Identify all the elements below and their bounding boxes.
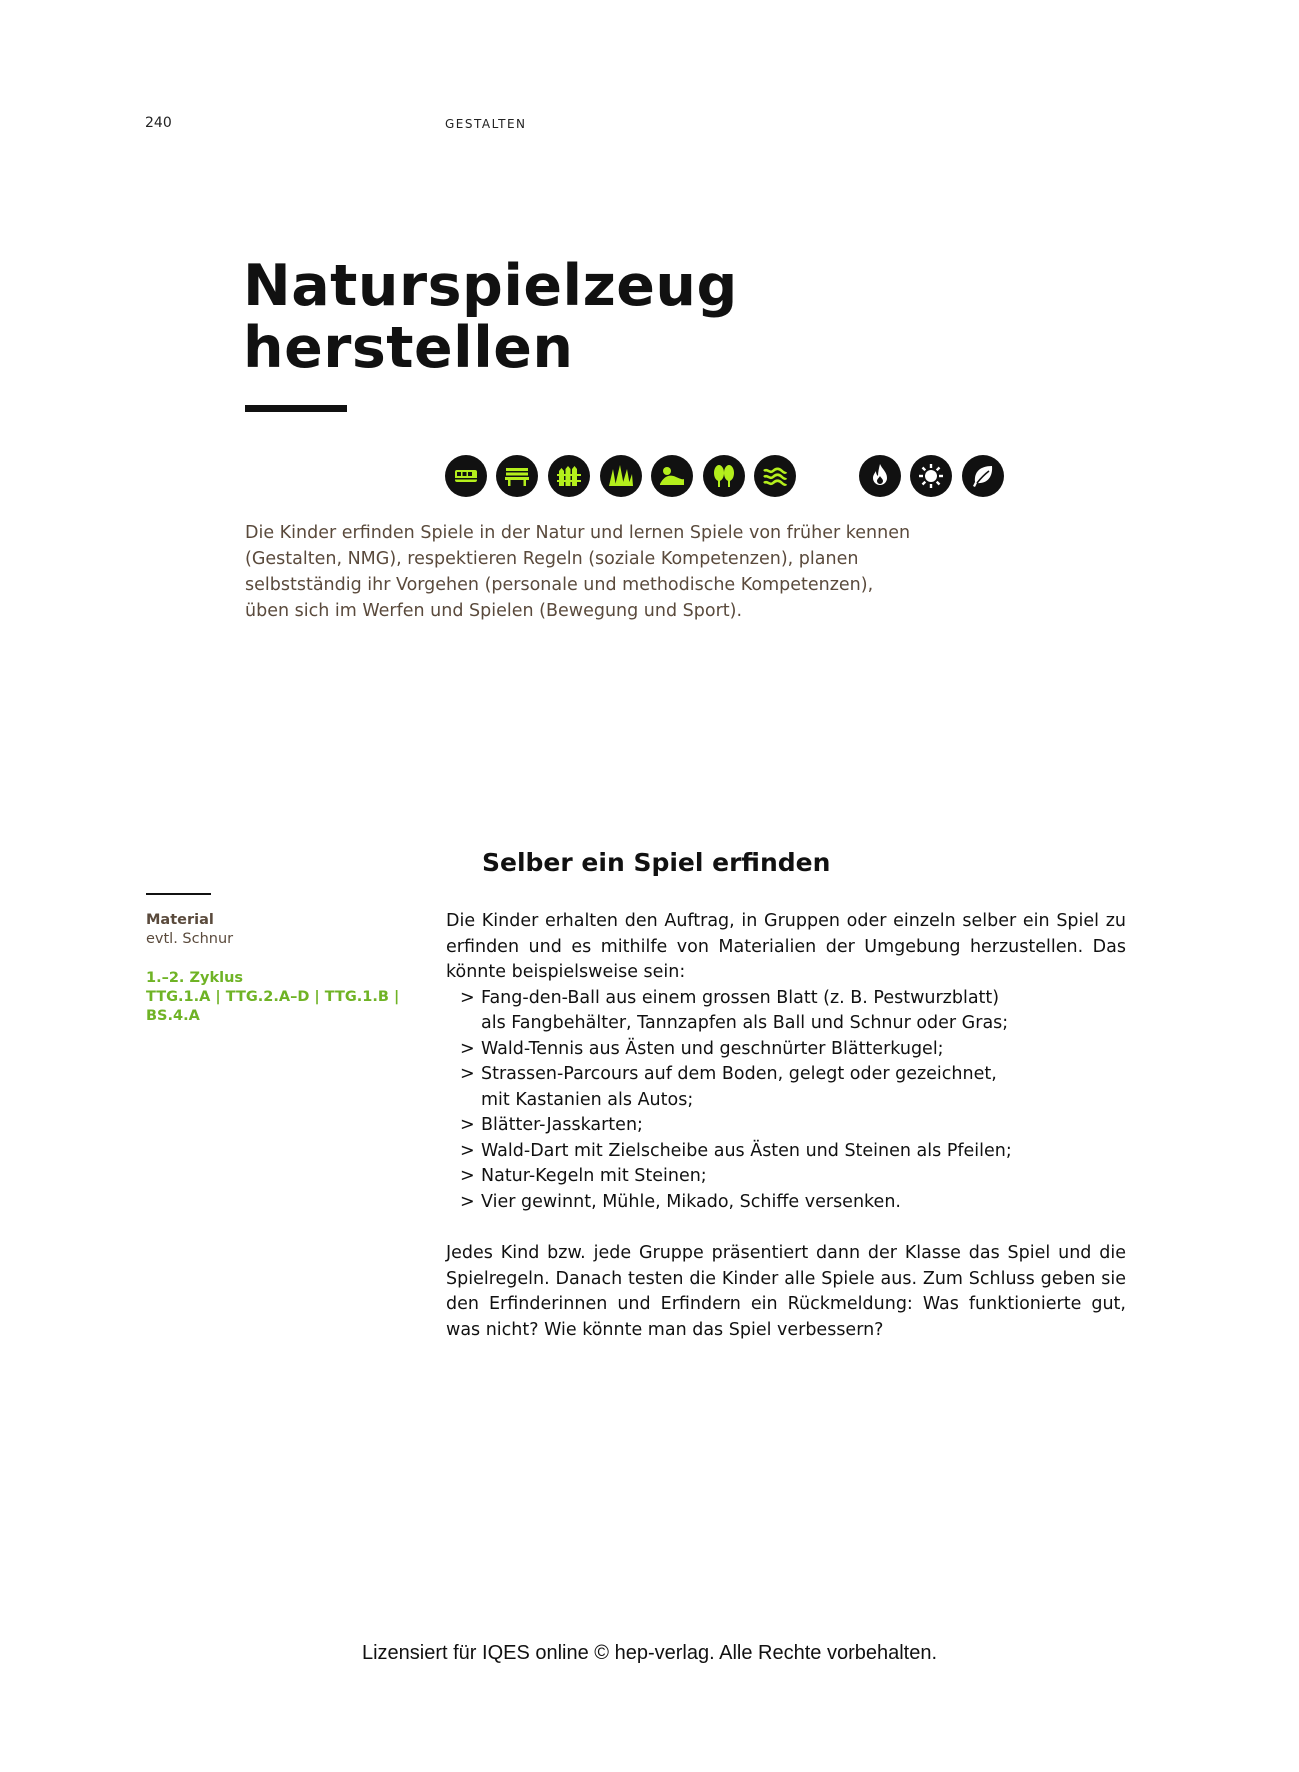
- license-footer: Lizensiert für IQES online © hep-verlag. Alle Rechte vorbehalten.: [361, 1642, 938, 1664]
- cycle-label: 1.–2. Zyklus: [146, 970, 244, 986]
- page-number: 240: [145, 115, 172, 131]
- list-item: > Wald-Tennis aus Ästen und geschnürter Blätterkugel;: [446, 1037, 1126, 1063]
- game-ideas-list: [446, 986, 1126, 1216]
- title-underline: [245, 405, 347, 412]
- bullet-marker: >: [460, 1115, 475, 1135]
- material-value: evtl. Schnur: [146, 931, 234, 947]
- running-head: GESTALTEN: [445, 117, 527, 131]
- leaf-icon: [962, 455, 1004, 497]
- bullet-marker: >: [460, 1166, 475, 1186]
- section-body: [446, 909, 1126, 1343]
- sidebar-rule: [146, 893, 211, 895]
- list-item: > Wald-Dart mit Zielscheibe aus Ästen und Steinen als Pfeilen;: [446, 1139, 1126, 1165]
- list-item: > Natur-Kegeln mit Steinen;: [446, 1164, 1126, 1190]
- intro-text: [245, 520, 985, 624]
- sidebar: [146, 911, 426, 1026]
- water-icon: [754, 455, 796, 497]
- curriculum-codes-line-1: TTG.1.A | TTG.2.A–D | TTG.1.B |: [146, 989, 400, 1005]
- list-item: > Blätter-Jasskarten;: [446, 1113, 1126, 1139]
- curriculum-codes-line-2: BS.4.A: [146, 1008, 200, 1024]
- title-line-1: Naturspielzeug: [243, 253, 738, 319]
- bullet-marker: >: [460, 987, 475, 1008]
- fence-icon: [548, 455, 590, 497]
- intro-line-3: selbstständig ihr Vorgehen (personale und methodische Kompetenzen),: [245, 575, 874, 595]
- bullet-marker: >: [460, 1064, 475, 1084]
- bullet-marker: >: [460, 1140, 475, 1161]
- trees-icon: [703, 455, 745, 497]
- hill-icon: [651, 455, 693, 497]
- bullet-marker: >: [460, 1191, 475, 1212]
- bench-icon: [496, 455, 538, 497]
- list-item: > Fang-den-Ball aus einem grossen Blatt (z. B. Pestwurzblatt) als Fangbehälter, Tannzapfen als Ball und Schnur oder Gras;: [460, 987, 1009, 1033]
- material-label: Material: [146, 912, 214, 928]
- sun-icon: [910, 455, 952, 497]
- intro-line-2: (Gestalten, NMG), respektieren Regeln (soziale Kompetenzen), planen: [245, 549, 859, 569]
- list-item: > Strassen-Parcours auf dem Boden, gelegt oder gezeichnet, mit Kastanien als Autos;: [460, 1064, 997, 1110]
- section-title: Selber ein Spiel erfinden: [482, 848, 831, 877]
- bus-icon: [445, 455, 487, 497]
- intro-line-1: Die Kinder erfinden Spiele in der Natur und lernen Spiele von früher kennen: [245, 523, 911, 543]
- intro-line-4: üben sich im Werfen und Spielen (Bewegung und Sport).: [245, 601, 743, 621]
- title-line-2: herstellen: [243, 315, 574, 381]
- fire-icon: [859, 455, 901, 497]
- meadow-icon: [600, 455, 642, 497]
- bullet-marker: >: [460, 1038, 475, 1059]
- body-paragraph-2: Jedes Kind bzw. jede Gruppe präsentiert dann der Klasse das Spiel und die Spielregeln. Danach testen die Kinder alle Spiele aus. Zum Schluss geben sie den Erfinderinnen und Erfindern ein Rückmeldung: Was funktionierte gut, was nicht? Wie könnte man das Spiel verbessern?: [446, 1243, 1126, 1340]
- page-title: [243, 255, 738, 379]
- body-paragraph-1: Die Kinder erhalten den Auftrag, in Gruppen oder einzeln selber ein Spiel zu erfinden und es mithilfe von Materialien der Umgebung herzustellen. Das könnte beispielsweise sein:: [446, 911, 1126, 982]
- list-item: > Vier gewinnt, Mühle, Mikado, Schiffe versenken.: [446, 1190, 1126, 1216]
